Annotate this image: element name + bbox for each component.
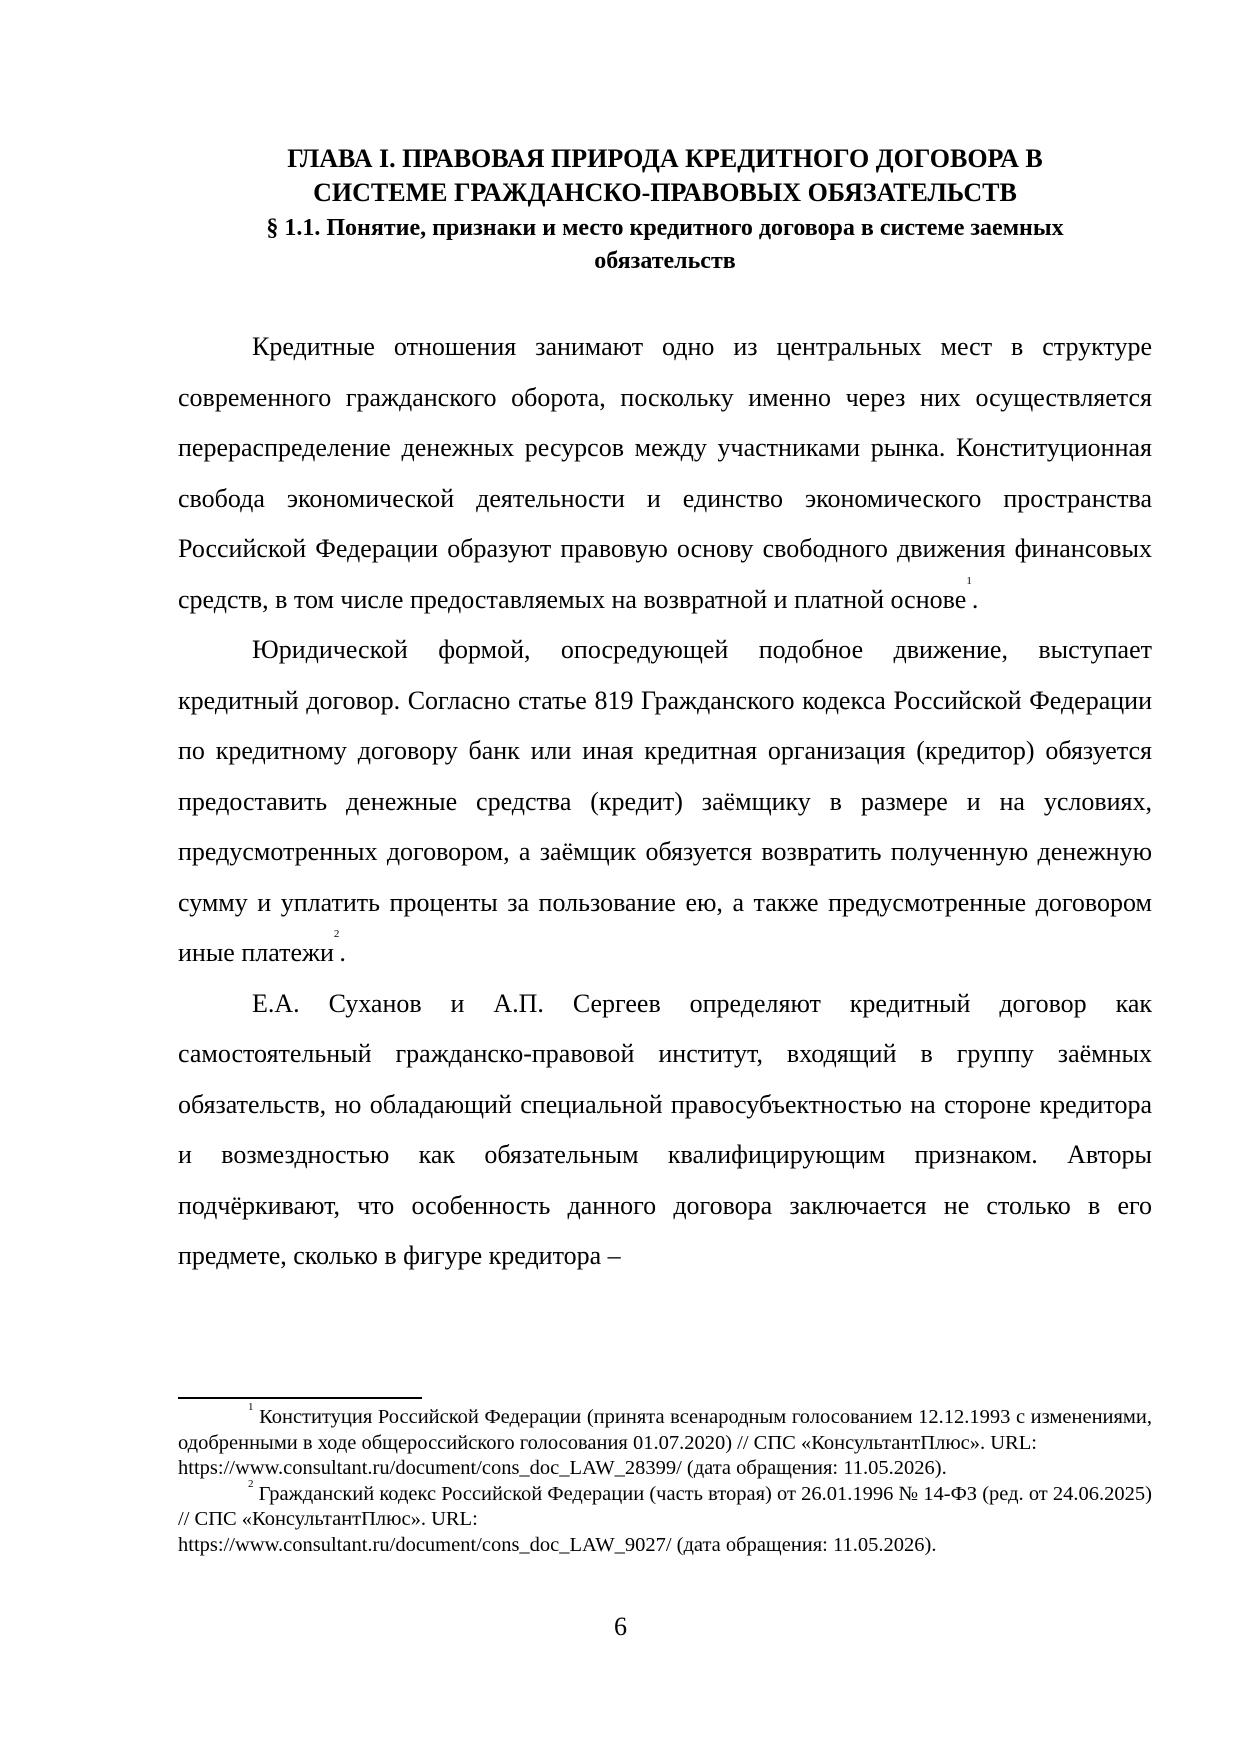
chapter-title-line-1: ГЛАВА I. ПРАВОВАЯ ПРИРОДА КРЕДИТНОГО ДОГОВОРА В bbox=[287, 144, 1043, 173]
paragraph bbox=[178, 625, 1152, 979]
footnote-number: 2 bbox=[248, 1477, 254, 1490]
paragraph-tail: . bbox=[971, 584, 979, 614]
footnote-number: 1 bbox=[248, 1401, 254, 1413]
chapter-title-line-2: СИСТЕМЕ ГРАЖДАНСКО-ПРАВОВЫХ ОБЯЗАТЕЛЬСТВ bbox=[313, 178, 1017, 207]
paragraph-text: Кредитные отношения занимают одно из центральных мест в структуре современного гражданского оборота, поскольку именно через них осуществляется перераспределение денежных ресурсов между участниками рынка. Конституционная свобода экономической деятельности и единство экономического пространства Российской Федерации образуют правовую основу свободного движения финансовых средств, в том числе предоставляемых на возвратной и платной основе bbox=[178, 332, 1152, 614]
footnote-text: Конституция Российской Федерации (принята всенародным голосованием 12.12.1993 с изменениями, одобренными в ходе общероссийского голосования 01.07.2020) // СПС «КонсультантПлюс». URL: bbox=[178, 1406, 1153, 1454]
paragraph bbox=[178, 322, 1152, 625]
paragraph bbox=[178, 979, 1152, 1282]
footnotes bbox=[178, 1401, 1153, 1558]
page-number: 6 bbox=[614, 1612, 627, 1641]
body-text bbox=[178, 322, 1152, 1282]
footnote-reference[interactable]: 2 bbox=[333, 928, 340, 940]
footnote-url bbox=[178, 1533, 1152, 1559]
paragraph-tail: . bbox=[339, 938, 346, 967]
footnote-reference[interactable]: 1 bbox=[966, 574, 972, 587]
footnote-url-text: https://www.consultant.ru/document/cons_doc_LAW_9027/ (дата обращения: 11.05.2026). bbox=[178, 1533, 937, 1556]
paragraph-text: Юридической формой, опосредующей подобное движение, выступает кредитный договор. Согласно статье 819 Гражданского кодекса Российской Федерации по кредитному договору банк или иная кредитная организация (кредитор) обязуется предоставить денежные средства (кредит) заёмщику в размере и на условиях, предусмотренных договором, а заёмщик обязуется возвратить полученную денежную сумму и уплатить проценты за пользование ею, а также предусмотренные договором иные платежи bbox=[178, 635, 1152, 967]
footnote bbox=[178, 1401, 1153, 1456]
footnote-url-text: https://www.consultant.ru/document/cons_doc_LAW_28399/ (дата обращения: 11.05.2026). bbox=[178, 1457, 947, 1479]
section-title bbox=[178, 212, 1152, 278]
footnote-text: Гражданский кодекс Российской Федерации (часть вторая) от 26.01.1996 № 14-ФЗ (ред. от 24.06.2025) // СПС «КонсультантПлюс». URL: bbox=[178, 1482, 1152, 1530]
footnote bbox=[178, 1477, 1152, 1533]
footnote-url bbox=[178, 1456, 1152, 1482]
page-content bbox=[178, 142, 1152, 1282]
paragraph-text: Е.А. Суханов и А.П. Сергеев определяют кредитный договор как самостоятельный гражданско-правовой институт, входящий в группу заёмных обязательств, но обладающий специальной правосубъектностью на стороне кредитора и возмездностью как обязательным квалифицирующим признаком. Авторы подчёркивают, что особенность данного договора заключается не столько в его предмете, сколько в фигуре кредитора – bbox=[178, 988, 1152, 1270]
chapter-title bbox=[178, 142, 1152, 210]
footnote-separator bbox=[178, 1397, 422, 1399]
section-title-line-2: обязательств bbox=[594, 248, 736, 274]
section-title-line-1: § 1.1. Понятие, признаки и место кредитного договора в системе заемных bbox=[266, 215, 1064, 241]
